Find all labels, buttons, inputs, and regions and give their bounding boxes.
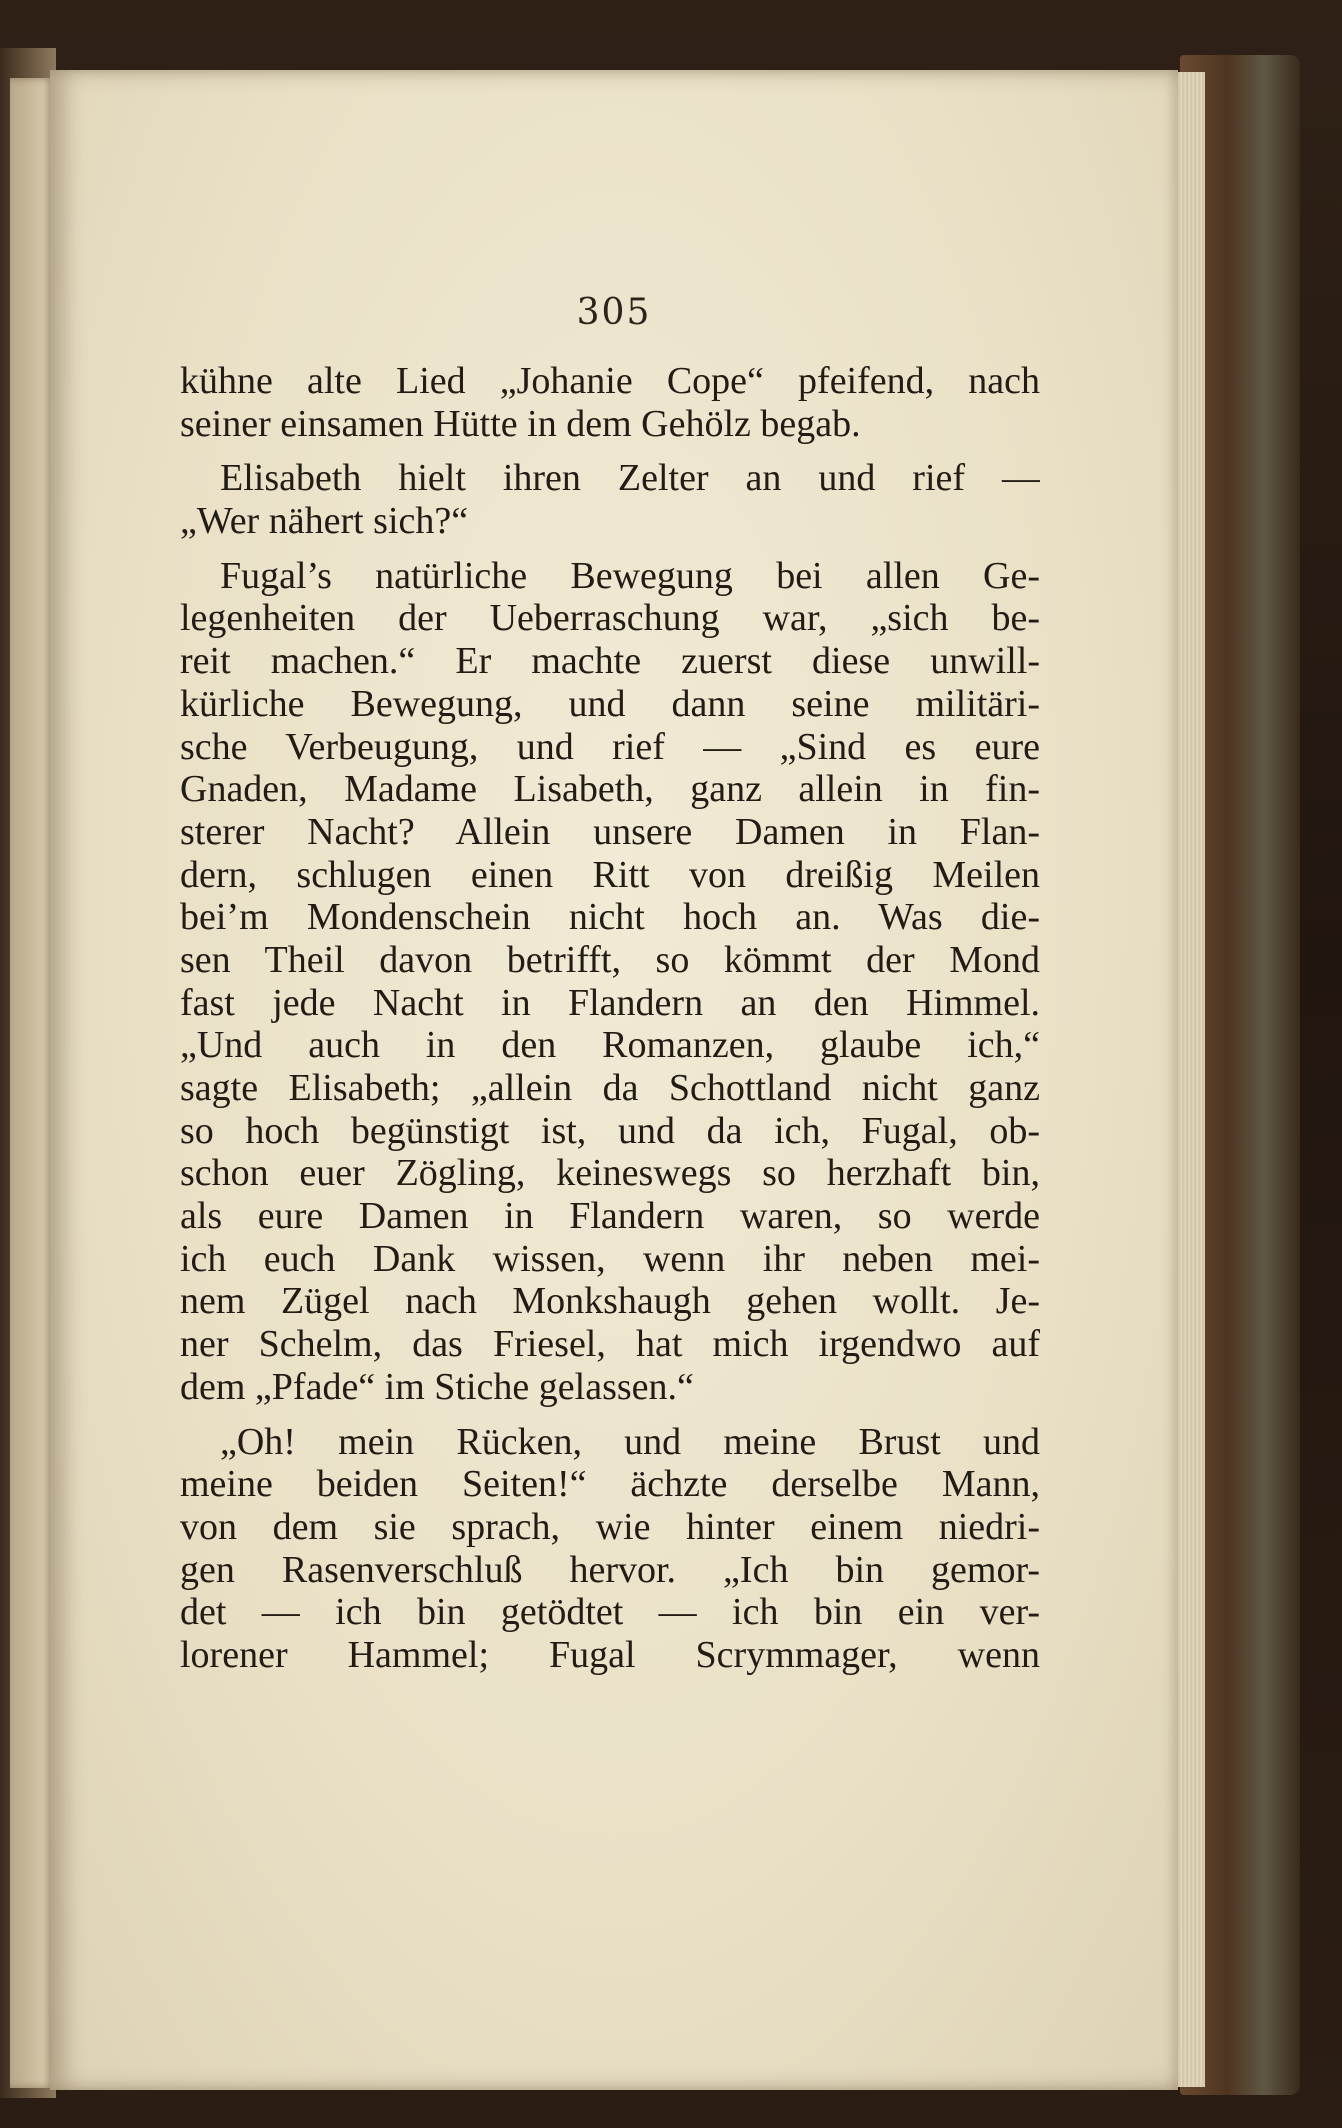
text-line: dem „Pfade“ im Stiche gelassen.“ — [180, 1365, 694, 1408]
text-line: seiner einsamen Hütte in dem Gehölz begab. — [180, 402, 861, 445]
body-text — [180, 360, 1040, 1677]
text-line: lorener Hammel; Fugal Scrymmager, wenn — [180, 1633, 1040, 1676]
text-line: sterer Nacht? Allein unsere Damen in Flan- — [180, 810, 1040, 853]
paragraph-gap — [180, 543, 1040, 555]
text-line: ner Schelm, das Friesel, hat mich irgendwo auf — [180, 1323, 1040, 1366]
paragraph-gap — [180, 1409, 1040, 1421]
text-line: reit machen.“ Er machte zuerst diese unwill- — [180, 640, 1040, 683]
text-line: sagte Elisabeth; „allein da Schottland nicht ganz — [180, 1067, 1040, 1109]
text-line: schon euer Zögling, keineswegs so herzhaft bin, — [180, 1152, 1040, 1195]
page-number: 305 — [576, 292, 652, 333]
text-line: „Und auch in den Romanzen, glaube ich,“ — [180, 1024, 1040, 1067]
text-line: von dem sie sprach, wie hinter einem niedri- — [180, 1505, 1040, 1548]
text-line: so hoch begünstigt ist, und da ich, Fugal, ob- — [180, 1109, 1040, 1152]
text-line: ich euch Dank wissen, wenn ihr neben mei- — [180, 1237, 1040, 1280]
text-line: kürliche Bewegung, und dann seine militäri- — [180, 682, 1040, 725]
paragraph-gap — [180, 445, 1040, 457]
text-line: sen Theil davon betrifft, so kömmt der Mond — [180, 938, 1040, 981]
text-line: fast jede Nacht in Flandern an den Himmel. — [180, 981, 1040, 1024]
text-line: „Wer nähert sich?“ — [180, 500, 469, 543]
text-line: dern, schlugen einen Ritt von dreißig Meilen — [180, 853, 1040, 896]
text-line: bei’m Mondenschein nicht hoch an. Was die- — [180, 896, 1040, 939]
text-line: meine beiden Seiten!“ ächzte derselbe Mann, — [180, 1463, 1040, 1506]
text-line: als eure Damen in Flandern waren, so werde — [180, 1195, 1040, 1238]
text-line: „Oh! mein Rücken, und meine Brust und — [220, 1420, 1040, 1463]
text-line: det — ich bin getödtet — ich bin ein ver- — [180, 1591, 1040, 1634]
text-line: kühne alte Lied „Johanie Cope“ pfeifend, nach — [180, 360, 1040, 402]
text-line: legenheiten der Ueberraschung war, „sich be- — [180, 597, 1040, 640]
book-page — [50, 70, 1178, 2090]
text-line: Gnaden, Madame Lisabeth, ganz allein in fin- — [180, 768, 1040, 811]
text-line: gen Rasenverschluß hervor. „Ich bin gemor- — [180, 1548, 1040, 1591]
text-line: Fugal’s natürliche Bewegung bei allen Ge- — [220, 554, 1040, 597]
text-line: sche Verbeugung, und rief — „Sind es eure — [180, 725, 1040, 768]
text-line: Elisabeth hielt ihren Zelter an und rief — — [220, 457, 1040, 500]
text-line: nem Zügel nach Monkshaugh gehen wollt. Je- — [180, 1280, 1040, 1323]
